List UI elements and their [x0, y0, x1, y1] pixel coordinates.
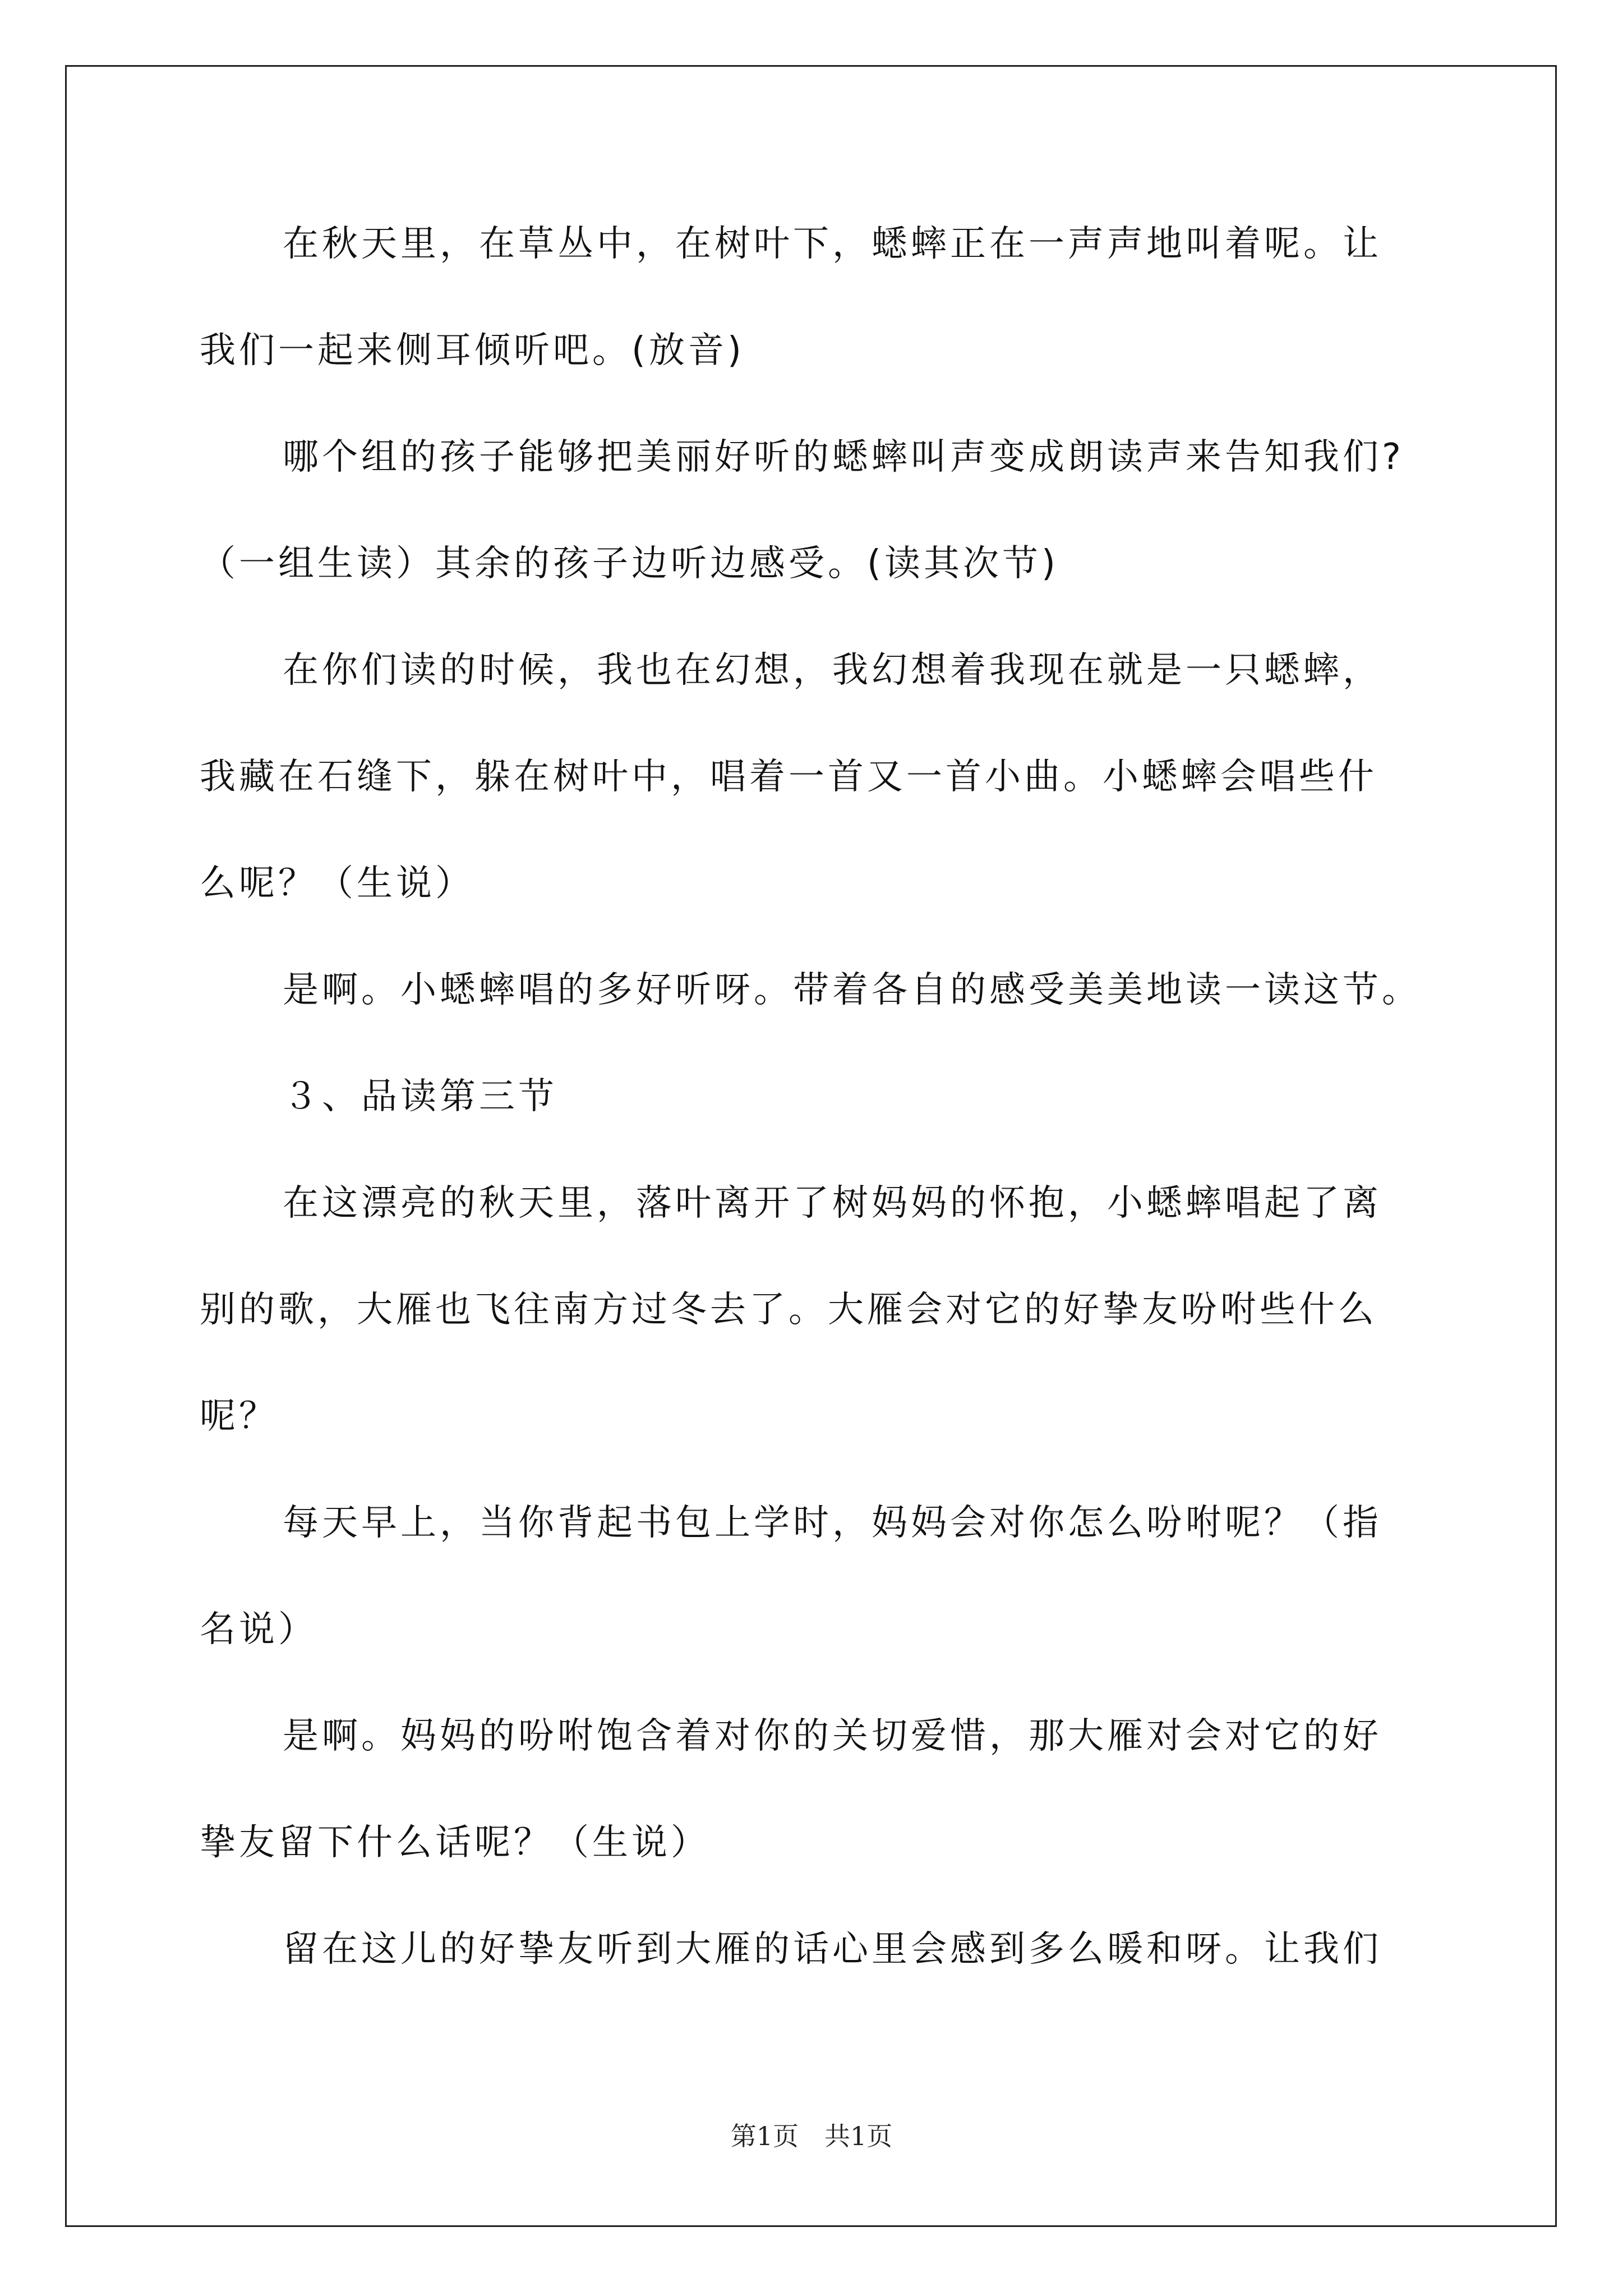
- paragraph-line: 在这漂亮的秋天里，落叶离开了树妈妈的怀抱，小蟋蟀唱起了离: [283, 1182, 1382, 1224]
- page-number-footer: 第1页 共1页: [730, 2121, 893, 2151]
- page-border: [65, 65, 1557, 2227]
- paragraph-line: 在秋天里，在草丛中，在树叶下，蟋蟀正在一声声地叫着呢。让: [283, 223, 1382, 265]
- paragraph-line: 在你们读的时候，我也在幻想，我幻想着我现在就是一只蟋蟀，: [283, 650, 1382, 691]
- paragraph-line: 我们一起来侧耳倾听吧。(放音): [200, 330, 745, 371]
- paragraph-line: 别的歌，大雁也飞往南方过冬去了。大雁会对它的好挚友吩咐些什么: [200, 1289, 1377, 1331]
- section-heading: ３、品读第三节: [283, 1076, 557, 1117]
- paragraph-line: 名说）: [200, 1609, 317, 1650]
- paragraph-line: 呢？: [200, 1396, 278, 1437]
- paragraph-line: 哪个组的孩子能够把美丽好听的蟋蟀叫声变成朗读声来告知我们?: [283, 436, 1404, 478]
- paragraph-line: 是啊。妈妈的吩咐饱含着对你的关切爱惜，那大雁对会对它的好: [283, 1715, 1382, 1757]
- paragraph-line: 是啊。小蟋蟀唱的多好听呀。带着各自的感受美美地读一读这节。: [283, 969, 1421, 1011]
- paragraph-line: 么呢？（生说）: [200, 863, 474, 904]
- paragraph-line: 留在这儿的好挚友听到大雁的话心里会感到多么暖和呀。让我们: [283, 1929, 1382, 1970]
- paragraph-line: 挚友留下什么话呢？（生说）: [200, 1822, 710, 1864]
- paragraph-line: 每天早上，当你背起书包上学时，妈妈会对你怎么吩咐呢？（指: [283, 1502, 1382, 1544]
- paragraph-line: 我藏在石缝下，躲在树叶中，唱着一首又一首小曲。小蟋蟀会唱些什: [200, 756, 1377, 798]
- paragraph-line: （一组生读）其余的孩子边听边感受。(读其次节): [200, 543, 1059, 585]
